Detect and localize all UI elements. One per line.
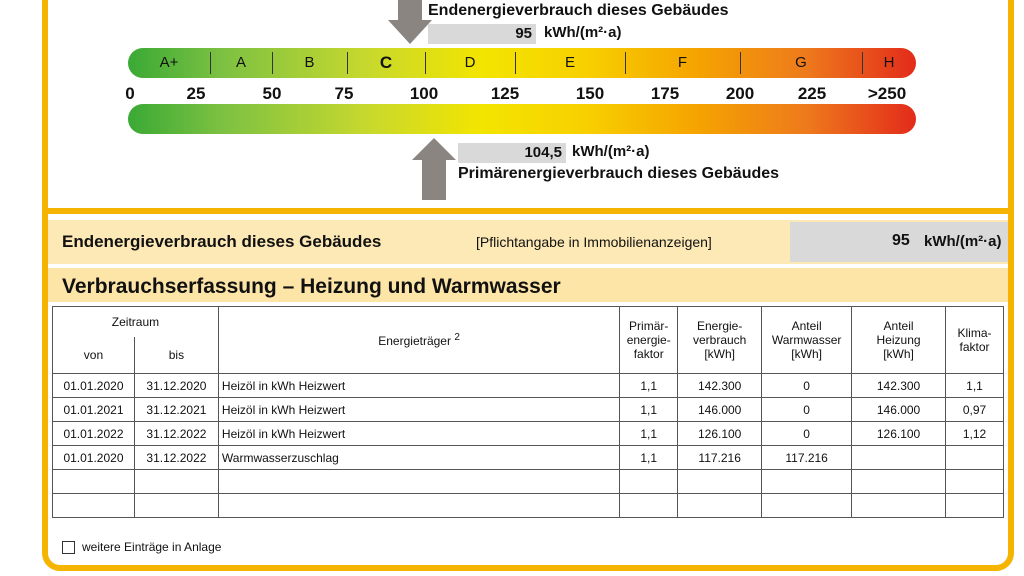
cell-energietraeger: Heizöl in kWh Heizwert [218, 398, 619, 422]
cell-faktor: 1,1 [620, 374, 678, 398]
cell-energietraeger: Warmwasserzuschlag [218, 446, 619, 470]
summary-value-box [790, 222, 1008, 262]
section-divider [42, 208, 1014, 214]
table-row [53, 446, 1004, 470]
header-anteil-heizung: Anteil Heizung [kWh] [852, 307, 946, 374]
class-label: H [883, 54, 895, 71]
final-energy-arrow-icon [388, 0, 432, 46]
cell-faktor: 1,1 [620, 446, 678, 470]
header-energieverbrauch: Energie- verbrauch [kWh] [678, 307, 762, 374]
summary-note: [Pflichtangabe in Immobilienanzeigen] [476, 234, 712, 250]
table-row-empty [53, 470, 1004, 494]
cell-faktor: 1,1 [620, 398, 678, 422]
cell-bis: 31.12.2021 [134, 398, 218, 422]
cell-bis: 31.12.2022 [134, 422, 218, 446]
class-label-highlighted: C [379, 53, 393, 72]
class-label: A [235, 54, 246, 71]
efficiency-class-bar [128, 48, 916, 78]
scale-number: 0 [125, 84, 135, 103]
primary-energy-arrow-icon [412, 136, 456, 200]
scale-number: 50 [262, 84, 282, 103]
cell-von: 01.01.2021 [53, 398, 135, 422]
cell-warmwasser: 0 [762, 374, 852, 398]
scale-number: 200 [725, 84, 755, 103]
cell-heizung [852, 446, 946, 470]
cell-heizung: 142.300 [852, 374, 946, 398]
cell-heizung: 126.100 [852, 422, 946, 446]
cell-von: 01.01.2020 [53, 374, 135, 398]
cell-warmwasser: 0 [762, 422, 852, 446]
summary-unit: kWh/(m²·a) [924, 233, 1002, 250]
scale-number: 100 [409, 84, 439, 103]
cell-verbrauch: 146.000 [678, 398, 762, 422]
header-energietraeger: Energieträger $^2$ [218, 307, 619, 374]
cell-energietraeger: Heizöl in kWh Heizwert [218, 374, 619, 398]
class-label: B [304, 54, 315, 71]
cell-warmwasser: 0 [762, 398, 852, 422]
cell-klima: 1,1 [945, 374, 1003, 398]
cell-von: 01.01.2022 [53, 422, 135, 446]
table-header-row [53, 307, 1004, 338]
final-energy-value: 95 [428, 24, 536, 44]
summary-value: 95 [892, 232, 910, 249]
cell-verbrauch: 142.300 [678, 374, 762, 398]
cell-klima [945, 446, 1003, 470]
cell-bis: 31.12.2020 [134, 374, 218, 398]
cell-von: 01.01.2020 [53, 446, 135, 470]
table-row [53, 374, 1004, 398]
cell-verbrauch: 117.216 [678, 446, 762, 470]
class-label: E [564, 54, 575, 71]
cell-faktor: 1,1 [620, 422, 678, 446]
header-bis: bis [134, 337, 218, 374]
final-energy-unit: kWh/(m²·a) [544, 24, 622, 41]
cell-energietraeger: Heizöl in kWh Heizwert [218, 422, 619, 446]
header-primaerenergiefaktor: Primär- energie- faktor [620, 307, 678, 374]
summary-band [48, 220, 1008, 264]
scale-number: 175 [650, 84, 680, 103]
header-anteil-warmwasser: Anteil Warmwasser [kWh] [762, 307, 852, 374]
table-row [53, 398, 1004, 422]
cell-verbrauch: 126.100 [678, 422, 762, 446]
cell-klima: 1,12 [945, 422, 1003, 446]
table-row-empty [53, 494, 1004, 518]
final-energy-label: Endenergieverbrauch dieses Gebäudes [428, 2, 729, 19]
summary-label: Endenergieverbrauch dieses Gebäudes [62, 232, 382, 251]
scale-number: 125 [490, 84, 520, 103]
cell-heizung: 146.000 [852, 398, 946, 422]
section-title: Verbrauchserfassung – Heizung und Warmwasser [62, 275, 561, 298]
class-label: D [464, 54, 476, 71]
header-von: von [53, 337, 135, 374]
primary-energy-value: 104,5 [458, 143, 566, 163]
efficiency-gradient-bar [128, 104, 916, 134]
scale-number: 225 [797, 84, 827, 103]
cell-klima: 0,97 [945, 398, 1003, 422]
scale-number: 150 [575, 84, 605, 103]
cell-bis: 31.12.2022 [134, 446, 218, 470]
header-klimafaktor: Klima- faktor [945, 307, 1003, 374]
table-row [53, 422, 1004, 446]
header-zeitraum: Zeitraum [53, 307, 219, 338]
scale-number: 25 [186, 84, 206, 103]
consumption-table [52, 306, 1004, 518]
class-label: G [795, 54, 807, 71]
cell-warmwasser: 117.216 [762, 446, 852, 470]
weitere-eintraege-checkbox[interactable] [62, 541, 75, 554]
class-label: A+ [159, 54, 179, 71]
class-label: F [677, 54, 688, 71]
scale-number: 75 [334, 84, 354, 103]
section-band [48, 268, 1008, 302]
primary-energy-unit: kWh/(m²·a) [572, 143, 650, 160]
scale-number: >250 [867, 84, 907, 103]
primary-energy-label: Primärenergieverbrauch dieses Gebäudes [458, 165, 780, 182]
weitere-eintraege-label: weitere Einträge in Anlage [82, 540, 222, 554]
